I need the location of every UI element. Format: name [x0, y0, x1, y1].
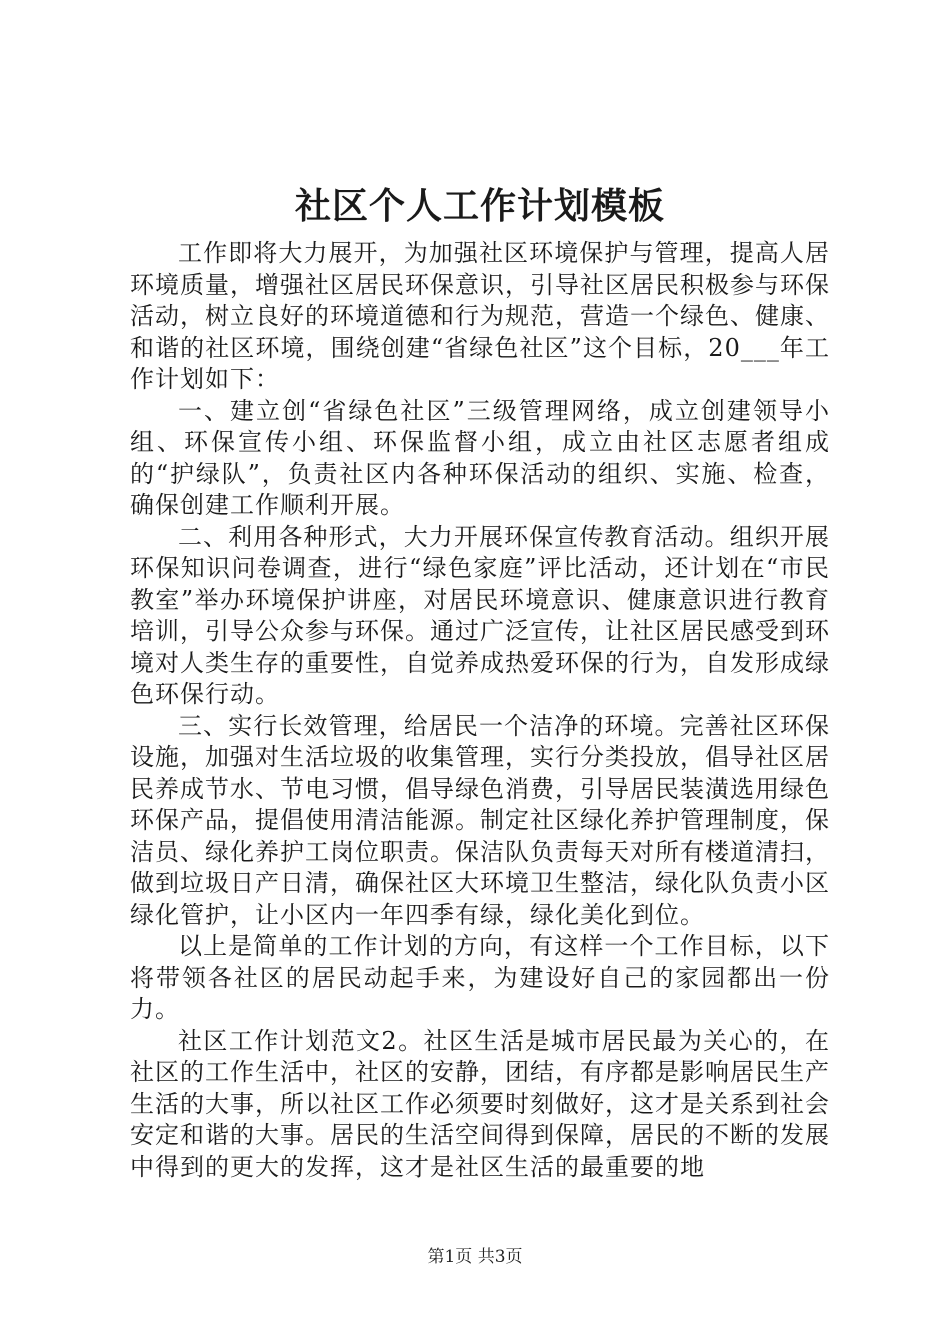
- document-title: 社区个人工作计划模板: [294, 185, 665, 227]
- paragraph-section-3: 三、实行长效管理，给居民一个洁净的环境。完善社区环保设施，加强对生活垃圾的收集管理，实行分类投放，倡导社区居民养成节水、节电习惯，倡导绿色消费，引导居民装潢选用绿色环保产品，提倡使用清洁能源。制定社区绿化养护管理制度，保洁员、绿化养护工岗位职责。保洁队负责每天对所有楼道清扫，做到垃圾日产日清，确保社区大环境卫生整洁，绿化队负责小区绿化管护，让小区内一年四季有绿，绿化美化到位。: [130, 711, 830, 929]
- paragraph-conclusion: 以上是简单的工作计划的方向，有这样一个工作目标，以下将带领各社区的居民动起手来，为建设好自己的家园都出一份力。: [130, 932, 830, 1023]
- paragraph-section-2: 二、利用各种形式，大力开展环保宣传教育活动。组织开展环保知识问卷调查，进行“绿色家庭”评比活动，还计划在“市民教室”举办环境保护讲座，对居民环境意识、健康意识进行教育培训，引导公众参与环保。通过广泛宣传，让社区居民感受到环境对人类生存的重要性，自觉养成热爱环保的行为，自发形成绿色环保行动。: [130, 522, 830, 708]
- page-number-footer: 第1页 共3页: [427, 1247, 523, 1267]
- paragraph-intro: 工作即将大力展开，为加强社区环境保护与管理，提高人居环境质量，增强社区居民环保意识，引导社区居民积极参与环保活动，树立良好的环境道德和行为规范，营造一个绿色、健康、和谐的社区环境，围绕创建“省绿色社区”这个目标，20___年工作计划如下：: [130, 239, 830, 393]
- paragraph-section-1: 一、建立创“省绿色社区”三级管理网络，成立创建领导小组、环保宣传小组、环保监督小组，成立由社区志愿者组成的“护绿队”，负责社区内各种环保活动的组织、实施、检查，确保创建工作顺利开展。: [130, 396, 830, 519]
- paragraph-sample-2: 社区工作计划范文2。社区生活是城市居民最为关心的，在社区的工作生活中，社区的安静，团结，有序都是影响居民生产生活的大事，所以社区工作必须要时刻做好，这才是关系到社会安定和谐的大事。居民的生活空间得到保障，居民的不断的发展中得到的更大的发挥，这才是社区生活的最重要的地: [130, 1026, 830, 1181]
- document-page: [130, 180, 830, 1183]
